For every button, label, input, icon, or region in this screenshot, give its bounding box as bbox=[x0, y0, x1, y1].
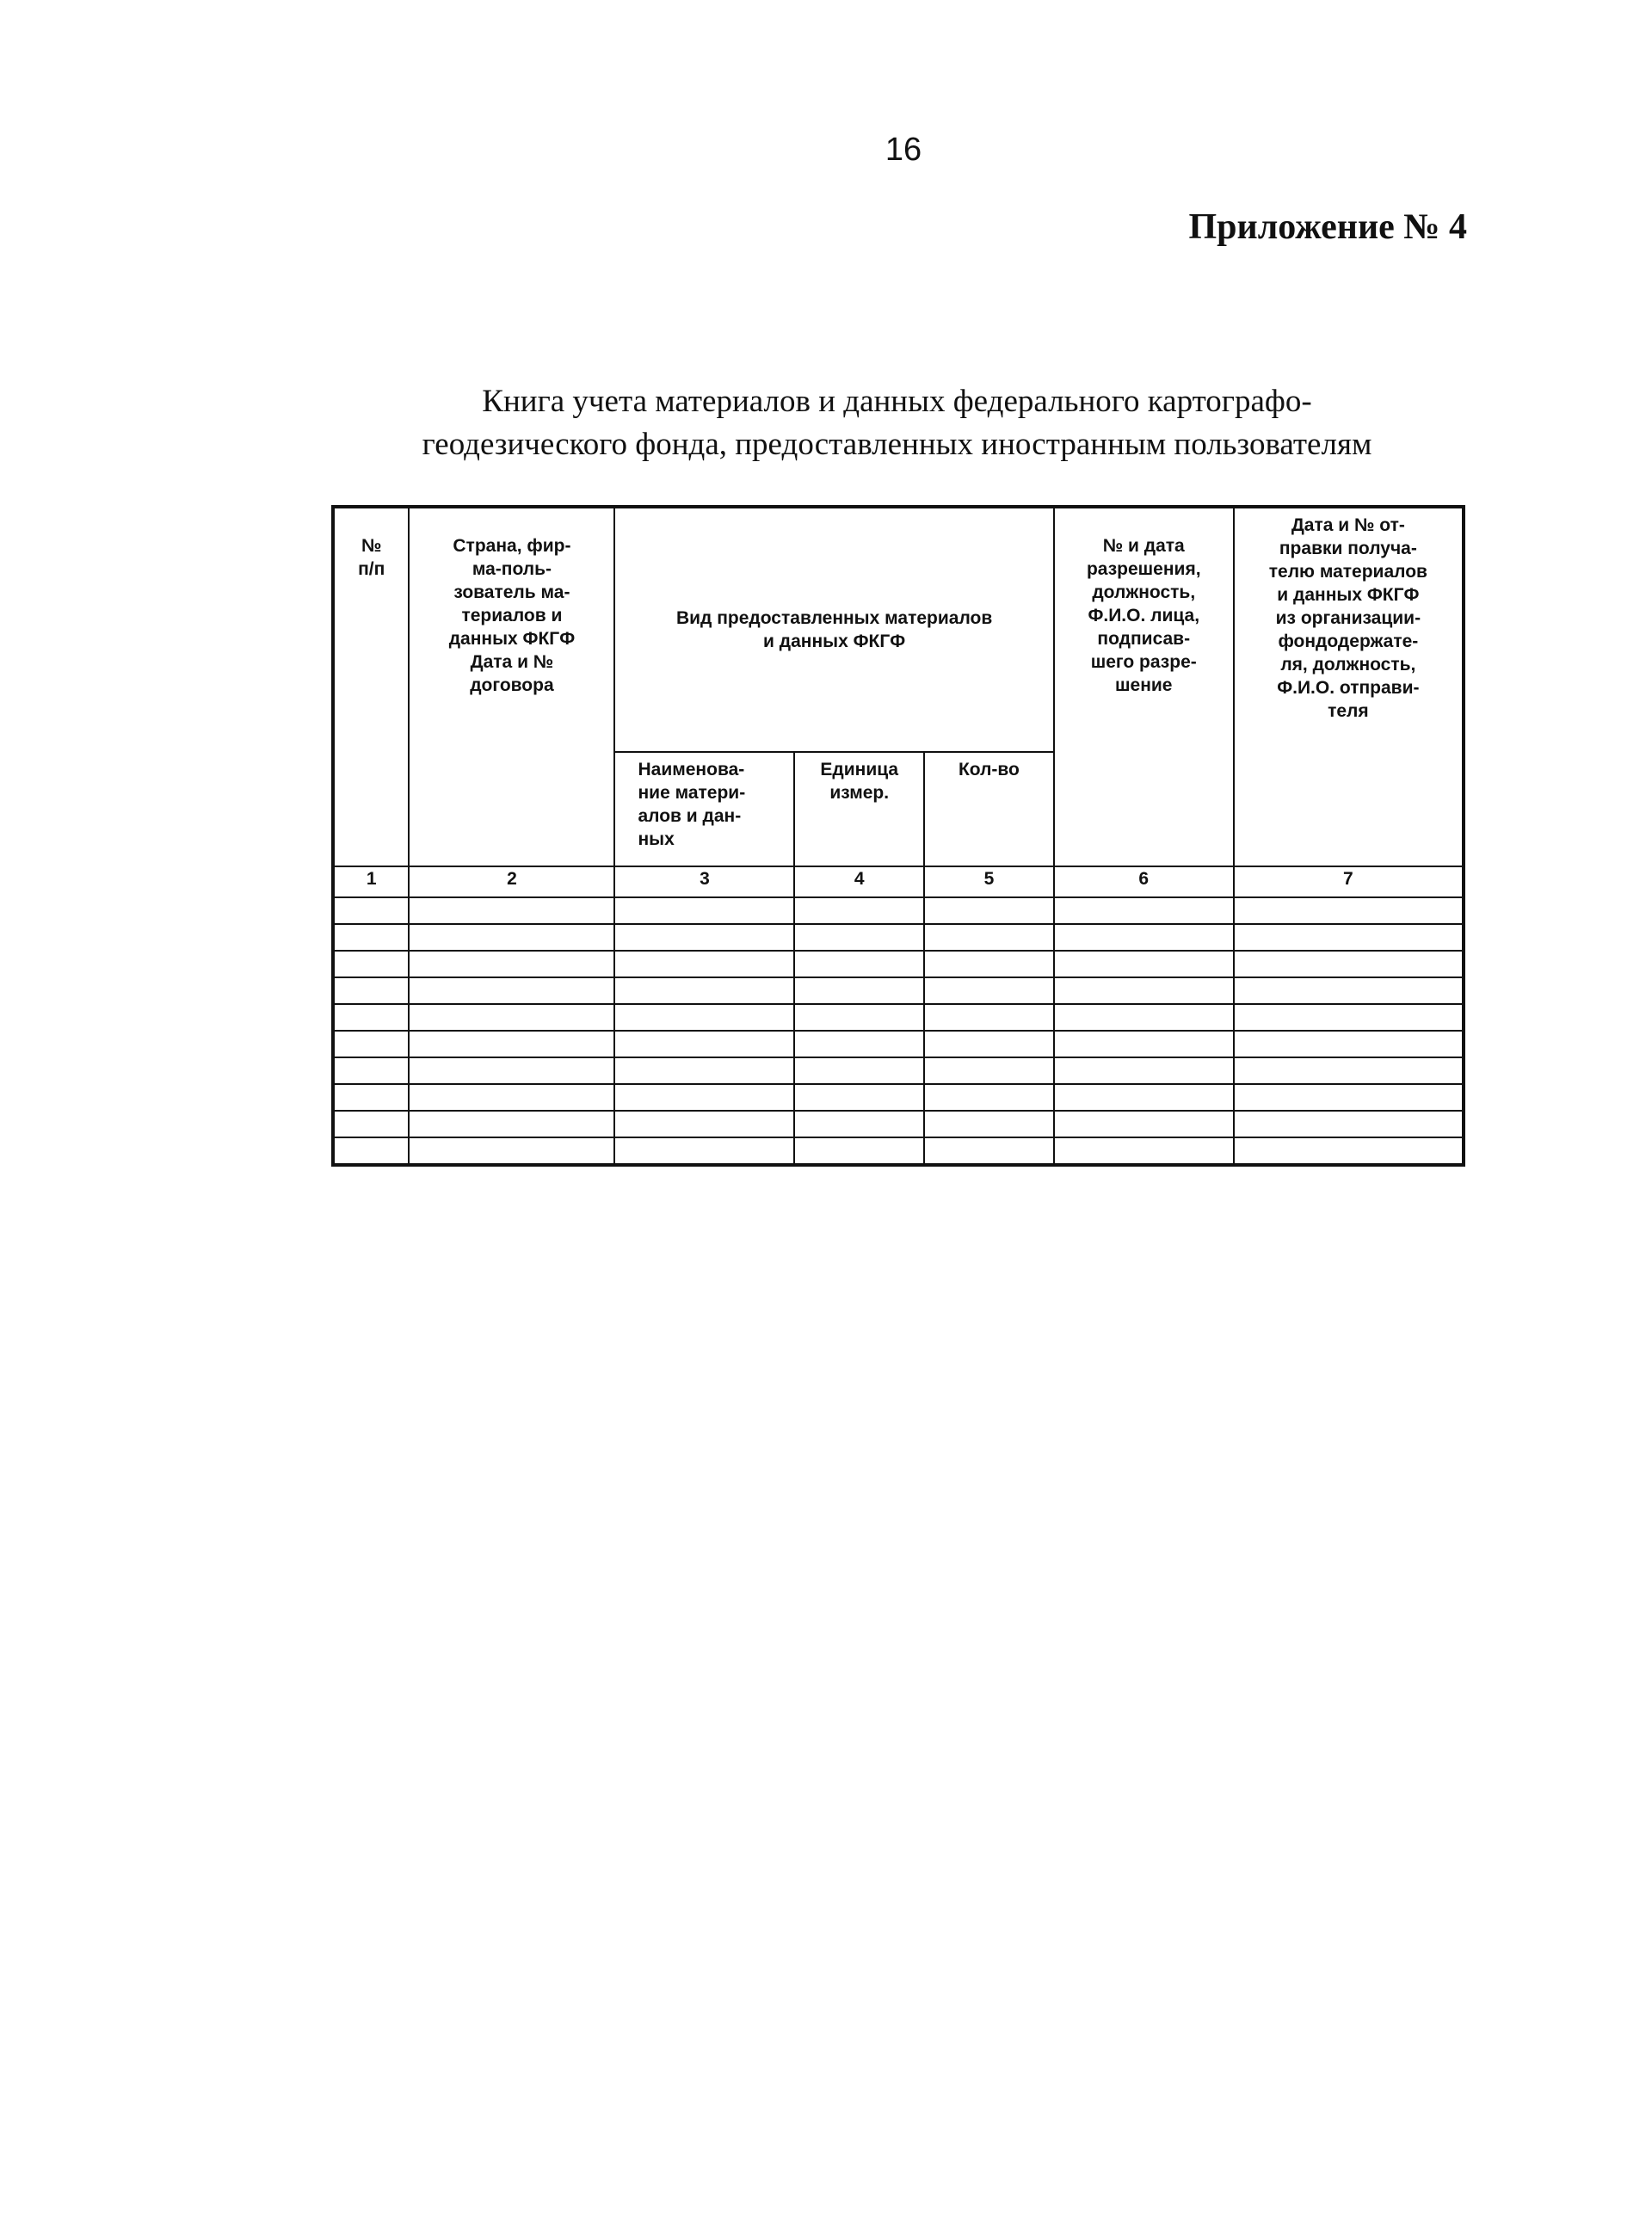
ledger-table bbox=[331, 505, 1465, 1167]
header-line: и данных ФКГФ bbox=[763, 632, 906, 651]
table-cell bbox=[333, 1057, 409, 1084]
table-cell bbox=[1234, 951, 1464, 977]
table-cell bbox=[924, 1137, 1054, 1165]
table-cell bbox=[409, 1137, 614, 1165]
table-cell bbox=[333, 977, 409, 1004]
header-col-permission bbox=[1054, 507, 1234, 866]
header-line: Наименова- bbox=[638, 760, 745, 779]
table-cell bbox=[1234, 1057, 1464, 1084]
table-cell bbox=[333, 1031, 409, 1057]
header-line: Страна, фир- bbox=[453, 536, 571, 556]
table-cell bbox=[409, 1031, 614, 1057]
table-row bbox=[333, 1137, 1464, 1165]
table-row bbox=[333, 1004, 1464, 1031]
table-cell bbox=[924, 897, 1054, 924]
header-line: теля bbox=[1328, 701, 1369, 721]
table-row bbox=[333, 1057, 1464, 1084]
header-line: Единица bbox=[820, 760, 899, 779]
table-cell bbox=[1234, 1137, 1464, 1165]
document-title-line-1: Книга учета материалов и данных федерального картографо- bbox=[482, 384, 1312, 419]
header-line: из организации- bbox=[1275, 608, 1421, 628]
header-line: ля, должность, bbox=[1280, 655, 1416, 675]
document-title bbox=[327, 380, 1467, 466]
header-line: п/п bbox=[358, 559, 385, 579]
header-line: Дата и № bbox=[470, 652, 554, 672]
table-row bbox=[333, 1031, 1464, 1057]
table-row bbox=[333, 897, 1464, 924]
table-cell bbox=[1234, 1111, 1464, 1137]
table-cell bbox=[614, 1111, 794, 1137]
table-cell bbox=[333, 924, 409, 951]
header-col-dispatch bbox=[1234, 507, 1464, 866]
table-cell bbox=[1054, 924, 1234, 951]
document-title-line-2: геодезического фонда, предоставленных иностранным пользователям bbox=[422, 427, 1372, 462]
table-cell bbox=[794, 924, 924, 951]
table-cell bbox=[794, 1084, 924, 1111]
column-number-2: 2 bbox=[409, 866, 614, 897]
column-number-6: 6 bbox=[1054, 866, 1234, 897]
table-cell bbox=[1234, 897, 1464, 924]
table-cell bbox=[924, 1004, 1054, 1031]
table-cell bbox=[794, 977, 924, 1004]
table-cell bbox=[1054, 1031, 1234, 1057]
table-cell bbox=[1234, 924, 1464, 951]
table-cell bbox=[794, 897, 924, 924]
table-cell bbox=[1054, 977, 1234, 1004]
header-line: и данных ФКГФ bbox=[1277, 585, 1420, 605]
table-cell bbox=[409, 897, 614, 924]
header-line: шение bbox=[1115, 675, 1173, 695]
header-line: ных bbox=[638, 829, 675, 849]
table-cell bbox=[924, 1084, 1054, 1111]
table-row bbox=[333, 977, 1464, 1004]
header-line: подписав- bbox=[1097, 629, 1191, 649]
column-number-5: 5 bbox=[924, 866, 1054, 897]
table-cell bbox=[409, 1004, 614, 1031]
header-line: телю материалов bbox=[1268, 562, 1427, 582]
header-line: должность, bbox=[1092, 582, 1196, 602]
header-line: Вид предоставленных материалов bbox=[675, 608, 993, 628]
table-cell bbox=[1054, 951, 1234, 977]
table-cell bbox=[794, 1057, 924, 1084]
header-line: Ф.И.О. лица, bbox=[1088, 606, 1200, 625]
table-cell bbox=[409, 1057, 614, 1084]
appendix-label: Приложение № 4 bbox=[1188, 207, 1467, 247]
table-cell bbox=[614, 977, 794, 1004]
table-row bbox=[333, 951, 1464, 977]
header-col-country-user bbox=[409, 507, 614, 866]
table-cell bbox=[409, 1084, 614, 1111]
table-cell bbox=[333, 1137, 409, 1165]
header-line: ма-поль- bbox=[472, 559, 552, 579]
header-line: Ф.И.О. отправи- bbox=[1277, 678, 1420, 698]
header-line: № bbox=[361, 536, 382, 556]
table-cell bbox=[794, 1111, 924, 1137]
table-cell bbox=[1234, 1031, 1464, 1057]
table-cell bbox=[333, 1084, 409, 1111]
table-cell bbox=[409, 1111, 614, 1137]
table-cell bbox=[924, 1111, 1054, 1137]
table-cell bbox=[924, 951, 1054, 977]
table-cell bbox=[1054, 1057, 1234, 1084]
table-row bbox=[333, 924, 1464, 951]
table-cell bbox=[924, 1057, 1054, 1084]
table-cell bbox=[614, 1031, 794, 1057]
table-cell bbox=[794, 1137, 924, 1165]
table-row bbox=[333, 1084, 1464, 1111]
table-cell bbox=[614, 1084, 794, 1111]
header-line: ние матери- bbox=[638, 783, 746, 803]
column-number-4: 4 bbox=[794, 866, 924, 897]
header-line: данных ФКГФ bbox=[448, 629, 576, 649]
table-cell bbox=[1054, 897, 1234, 924]
header-line: шего разре- bbox=[1090, 652, 1197, 672]
table-cell bbox=[614, 951, 794, 977]
page-number: 16 bbox=[885, 132, 922, 168]
header-line: правки получа- bbox=[1279, 539, 1417, 558]
table-cell bbox=[614, 924, 794, 951]
header-line: Кол-во bbox=[958, 760, 1020, 779]
header-line: № и дата bbox=[1102, 536, 1185, 556]
table-cell bbox=[924, 977, 1054, 1004]
header-col-material-name bbox=[614, 752, 794, 866]
table-cell bbox=[794, 951, 924, 977]
table-cell bbox=[924, 924, 1054, 951]
column-number-row bbox=[333, 866, 1464, 897]
column-number-1: 1 bbox=[333, 866, 409, 897]
table-cell bbox=[1234, 977, 1464, 1004]
table-cell bbox=[614, 1057, 794, 1084]
table-cell bbox=[1054, 1084, 1234, 1111]
table-cell bbox=[924, 1031, 1054, 1057]
column-number-7: 7 bbox=[1234, 866, 1464, 897]
header-row-top bbox=[333, 507, 1464, 752]
header-line: Дата и № от- bbox=[1291, 515, 1405, 535]
table-cell bbox=[794, 1031, 924, 1057]
table-cell bbox=[333, 951, 409, 977]
header-line: разрешения, bbox=[1086, 559, 1201, 579]
table-cell bbox=[1234, 1004, 1464, 1031]
table-cell bbox=[614, 1004, 794, 1031]
header-col-number bbox=[333, 507, 409, 866]
header-line: договора bbox=[470, 675, 554, 695]
table-cell bbox=[409, 924, 614, 951]
table-cell bbox=[1054, 1137, 1234, 1165]
table-cell bbox=[409, 951, 614, 977]
table-cell bbox=[794, 1004, 924, 1031]
header-line: зователь ма- bbox=[453, 582, 570, 602]
header-line: териалов и bbox=[461, 606, 563, 625]
header-line: алов и дан- bbox=[638, 806, 742, 826]
column-number-3: 3 bbox=[614, 866, 794, 897]
table-cell bbox=[614, 897, 794, 924]
table-cell bbox=[1054, 1004, 1234, 1031]
table-cell bbox=[1234, 1084, 1464, 1111]
table-cell bbox=[333, 1111, 409, 1137]
header-line: фондодержате- bbox=[1278, 632, 1419, 651]
header-col-quantity bbox=[924, 752, 1054, 866]
header-group-materials bbox=[614, 507, 1053, 752]
table-row bbox=[333, 1111, 1464, 1137]
header-col-unit bbox=[794, 752, 924, 866]
table-cell bbox=[333, 897, 409, 924]
table-cell bbox=[614, 1137, 794, 1165]
header-line: измер. bbox=[829, 783, 890, 803]
table-cell bbox=[409, 977, 614, 1004]
table-cell bbox=[1054, 1111, 1234, 1137]
table-cell bbox=[333, 1004, 409, 1031]
